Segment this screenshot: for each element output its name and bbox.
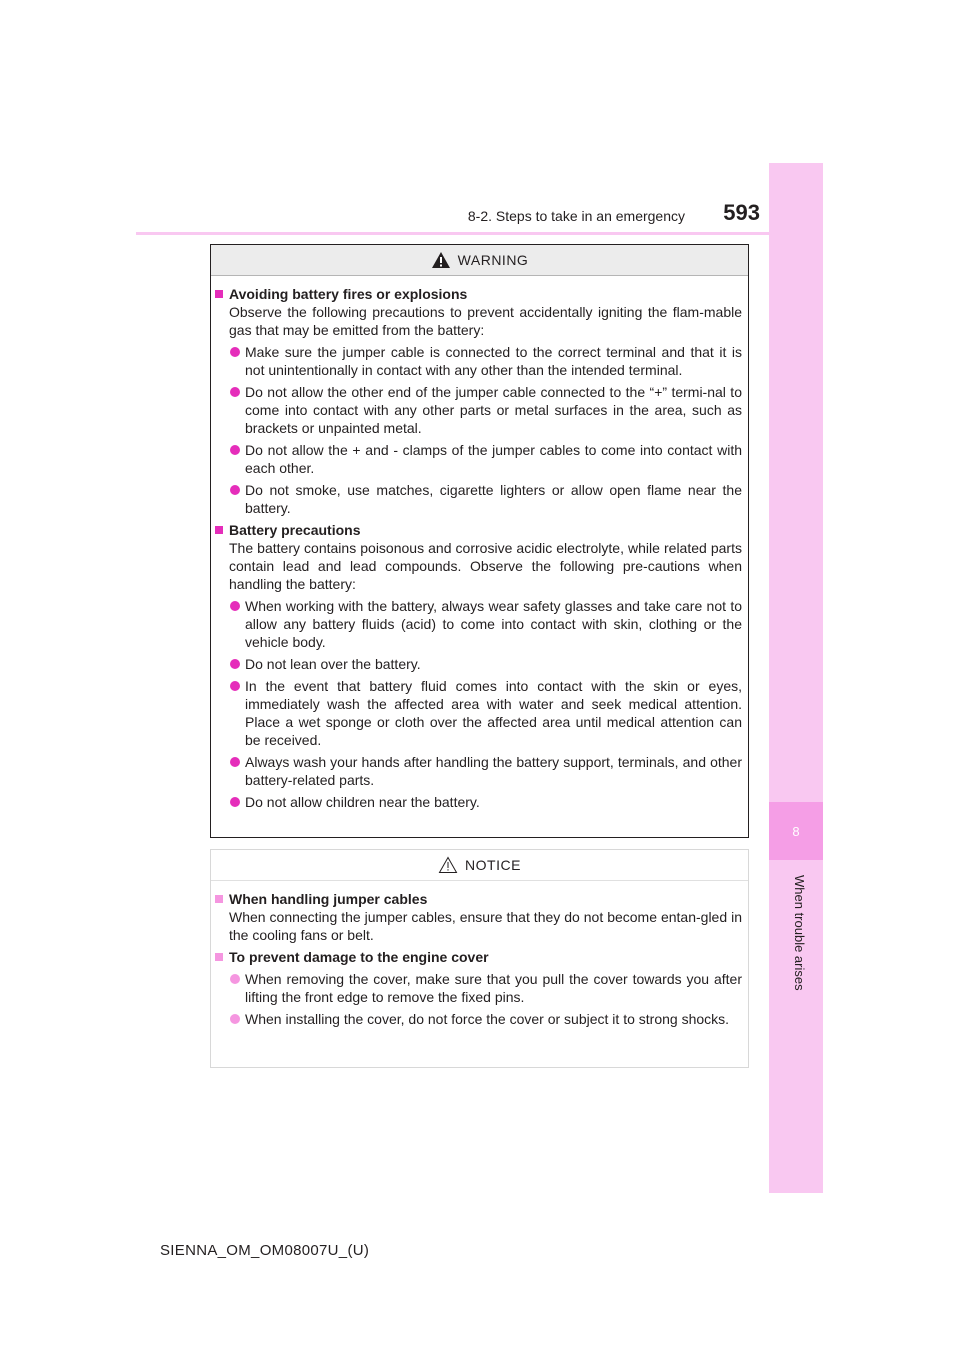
round-bullet-icon [230, 659, 240, 669]
list-item [215, 1010, 742, 1028]
section-heading [215, 948, 742, 966]
chapter-label: When trouble arises [792, 875, 807, 991]
round-bullet-icon [230, 681, 240, 691]
list-item [215, 441, 742, 477]
list-item [215, 753, 742, 789]
list-item-text: Do not allow children near the battery. [245, 794, 480, 810]
notice-title: NOTICE [465, 857, 521, 873]
warning-box [210, 244, 749, 838]
list-item-text: When working with the battery, always wear safety glasses and take care not to allow any battery fluids (acid) to come into contact with skin, clothing or the vehicle body. [245, 598, 742, 650]
page-number: 593 [723, 200, 760, 225]
list-item [215, 970, 742, 1006]
warning-title-bar [211, 245, 748, 276]
warning-section [215, 521, 742, 811]
list-item-text: When installing the cover, do not force the cover or subject it to strong shocks. [245, 1011, 730, 1027]
round-bullet-icon [230, 387, 240, 397]
section-intro: Observe the following precautions to prevent accidentally igniting the flam-mable gas that may be emitted from the battery: [229, 304, 742, 338]
list-item [215, 383, 742, 437]
list-item-text: Always wash your hands after handling the battery support, terminals, and other battery-related parts. [245, 754, 742, 788]
notice-box [210, 849, 749, 1068]
round-bullet-icon [230, 601, 240, 611]
list-item-text: Make sure the jumper cable is connected to the correct terminal and that it is not unintentionally in contact with any other than the intended terminal. [245, 344, 742, 378]
square-bullet-icon [215, 526, 223, 534]
warning-section [215, 285, 742, 517]
section-heading-text: Avoiding battery fires or explosions [229, 286, 468, 302]
square-bullet-icon [215, 290, 223, 298]
section-heading-text: To prevent damage to the engine cover [229, 949, 489, 965]
list-item [215, 597, 742, 651]
list-item [215, 793, 742, 811]
round-bullet-icon [230, 347, 240, 357]
header-rule [136, 232, 823, 235]
notice-triangle-icon [438, 856, 458, 874]
section-intro: The battery contains poisonous and corrosive acidic electrolyte, while related parts contain lead and lead compounds. Observe the following pre-cautions when handling the battery: [229, 540, 742, 592]
list-item-text: In the event that battery fluid comes into contact with the skin or eyes, immediately wash the affected area with water and seek medical attention. Place a wet sponge or cloth over the affected area until medical attention can be received. [245, 678, 742, 748]
round-bullet-icon [230, 974, 240, 984]
list-item-text: Do not allow the other end of the jumper cable connected to the “+” termi-nal to come into contact with any other parts or metal surfaces in the area, such as brackets or unpainted metal. [245, 384, 742, 436]
chapter-number-box [769, 802, 823, 860]
round-bullet-icon [230, 1014, 240, 1024]
document-id-footer: SIENNA_OM_OM08007U_(U) [160, 1242, 370, 1259]
notice-section [215, 948, 742, 1028]
section-heading-text: When handling jumper cables [229, 891, 428, 907]
list-item-text: Do not lean over the battery. [245, 656, 421, 672]
round-bullet-icon [230, 757, 240, 767]
round-bullet-icon [230, 485, 240, 495]
list-item-text: When removing the cover, make sure that you pull the cover towards you after lifting the front edge to remove the fixed pins. [245, 971, 742, 1005]
section-heading-text: Battery precautions [229, 522, 361, 538]
list-item [215, 677, 742, 749]
list-item [215, 655, 742, 673]
list-item-text: Do not allow the + and - clamps of the jumper cables to come into contact with each other. [245, 442, 742, 476]
list-item [215, 481, 742, 517]
round-bullet-icon [230, 445, 240, 455]
list-item-text: Do not smoke, use matches, cigarette lighters or allow open flame near the battery. [245, 482, 742, 516]
section-heading [215, 521, 742, 539]
notice-title-bar [211, 850, 748, 881]
notice-section [215, 890, 742, 944]
warning-body [211, 276, 748, 811]
section-heading [215, 890, 742, 908]
warning-triangle-icon [431, 251, 451, 269]
warning-title: WARNING [457, 252, 529, 268]
chapter-number: 8 [792, 823, 800, 839]
square-bullet-icon [215, 953, 223, 961]
section-intro: When connecting the jumper cables, ensure that they do not become entan-gled in the cooling fans or belt. [229, 909, 742, 943]
section-heading [215, 285, 742, 303]
notice-body [211, 881, 748, 1028]
list-item [215, 343, 742, 379]
header-section-title: 8-2. Steps to take in an emergency [467, 208, 685, 224]
chapter-side-tab [769, 163, 823, 1193]
round-bullet-icon [230, 797, 240, 807]
square-bullet-icon [215, 895, 223, 903]
